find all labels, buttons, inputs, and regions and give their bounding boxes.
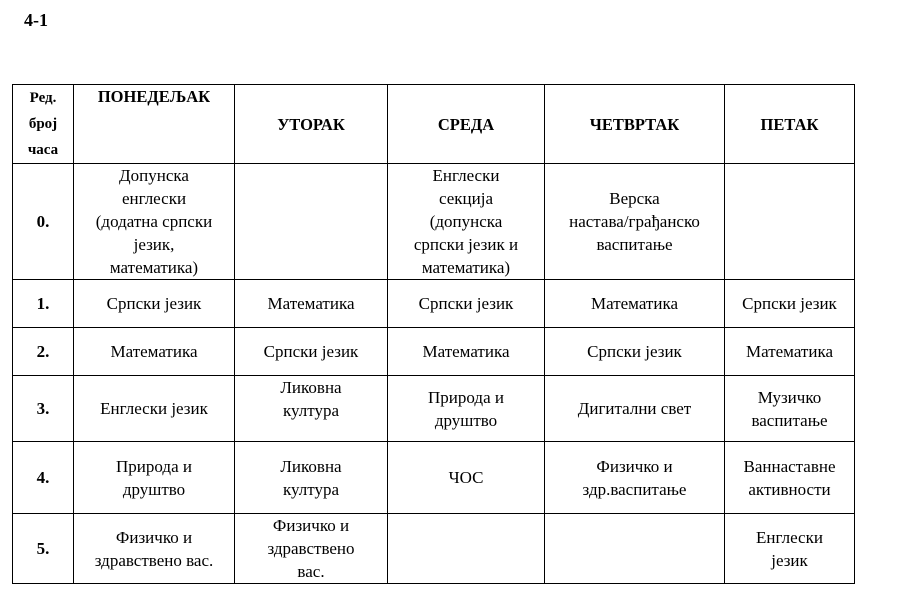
lesson-number: 4.	[13, 442, 74, 514]
cell-tuesday	[235, 164, 388, 280]
cell-thursday: Српски језик	[545, 328, 725, 376]
cell-monday: Српски језик	[74, 280, 235, 328]
lesson-number: 5.	[13, 514, 74, 584]
header-wednesday: СРЕДА	[388, 85, 545, 164]
cell-friday: Српски језик	[725, 280, 855, 328]
table-row	[13, 280, 855, 328]
header-row	[13, 85, 855, 164]
lesson-number: 2.	[13, 328, 74, 376]
schedule-table	[12, 84, 855, 584]
cell-friday: Енглески језик	[725, 514, 855, 584]
cell-monday: Природа и друштво	[74, 442, 235, 514]
cell-friday	[725, 164, 855, 280]
lesson-number: 1.	[13, 280, 74, 328]
cell-monday: Математика	[74, 328, 235, 376]
cell-thursday: Математика	[545, 280, 725, 328]
cell-tuesday: Ликовна култура	[235, 376, 388, 442]
cell-friday: Музичко васпитање	[725, 376, 855, 442]
cell-thursday	[545, 514, 725, 584]
lesson-number: 0.	[13, 164, 74, 280]
table-row	[13, 514, 855, 584]
cell-thursday: Дигитални свет	[545, 376, 725, 442]
cell-thursday: Верска настава/грађанско васпитање	[545, 164, 725, 280]
lesson-number: 3.	[13, 376, 74, 442]
cell-friday: Математика	[725, 328, 855, 376]
table-row	[13, 442, 855, 514]
cell-wednesday: Природа и друштво	[388, 376, 545, 442]
header-thursday: ЧЕТВРТАК	[545, 85, 725, 164]
table-row	[13, 328, 855, 376]
header-tuesday: УТОРАК	[235, 85, 388, 164]
header-lesson-number: Ред. број часа	[13, 85, 74, 164]
cell-friday: Ваннаставне активности	[725, 442, 855, 514]
cell-tuesday: Српски језик	[235, 328, 388, 376]
cell-wednesday: ЧОС	[388, 442, 545, 514]
cell-wednesday: Српски језик	[388, 280, 545, 328]
cell-monday: Физичко и здравствено вас.	[74, 514, 235, 584]
cell-tuesday: Математика	[235, 280, 388, 328]
cell-thursday: Физичко и здр.васпитање	[545, 442, 725, 514]
cell-monday: Енглески језик	[74, 376, 235, 442]
cell-tuesday: Ликовна култура	[235, 442, 388, 514]
cell-wednesday: Енглески секција (допунска српски језик и математика)	[388, 164, 545, 280]
header-monday: ПОНЕДЕЉАК	[74, 85, 235, 164]
cell-tuesday: Физичко и здравствено вас.	[235, 514, 388, 584]
cell-wednesday	[388, 514, 545, 584]
cell-monday: Допунска енглески (додатна српски језик, математика)	[74, 164, 235, 280]
document-title: 4-1	[24, 10, 48, 30]
header-friday: ПЕТАК	[725, 85, 855, 164]
cell-wednesday: Математика	[388, 328, 545, 376]
table-row	[13, 376, 855, 442]
table-row	[13, 164, 855, 280]
